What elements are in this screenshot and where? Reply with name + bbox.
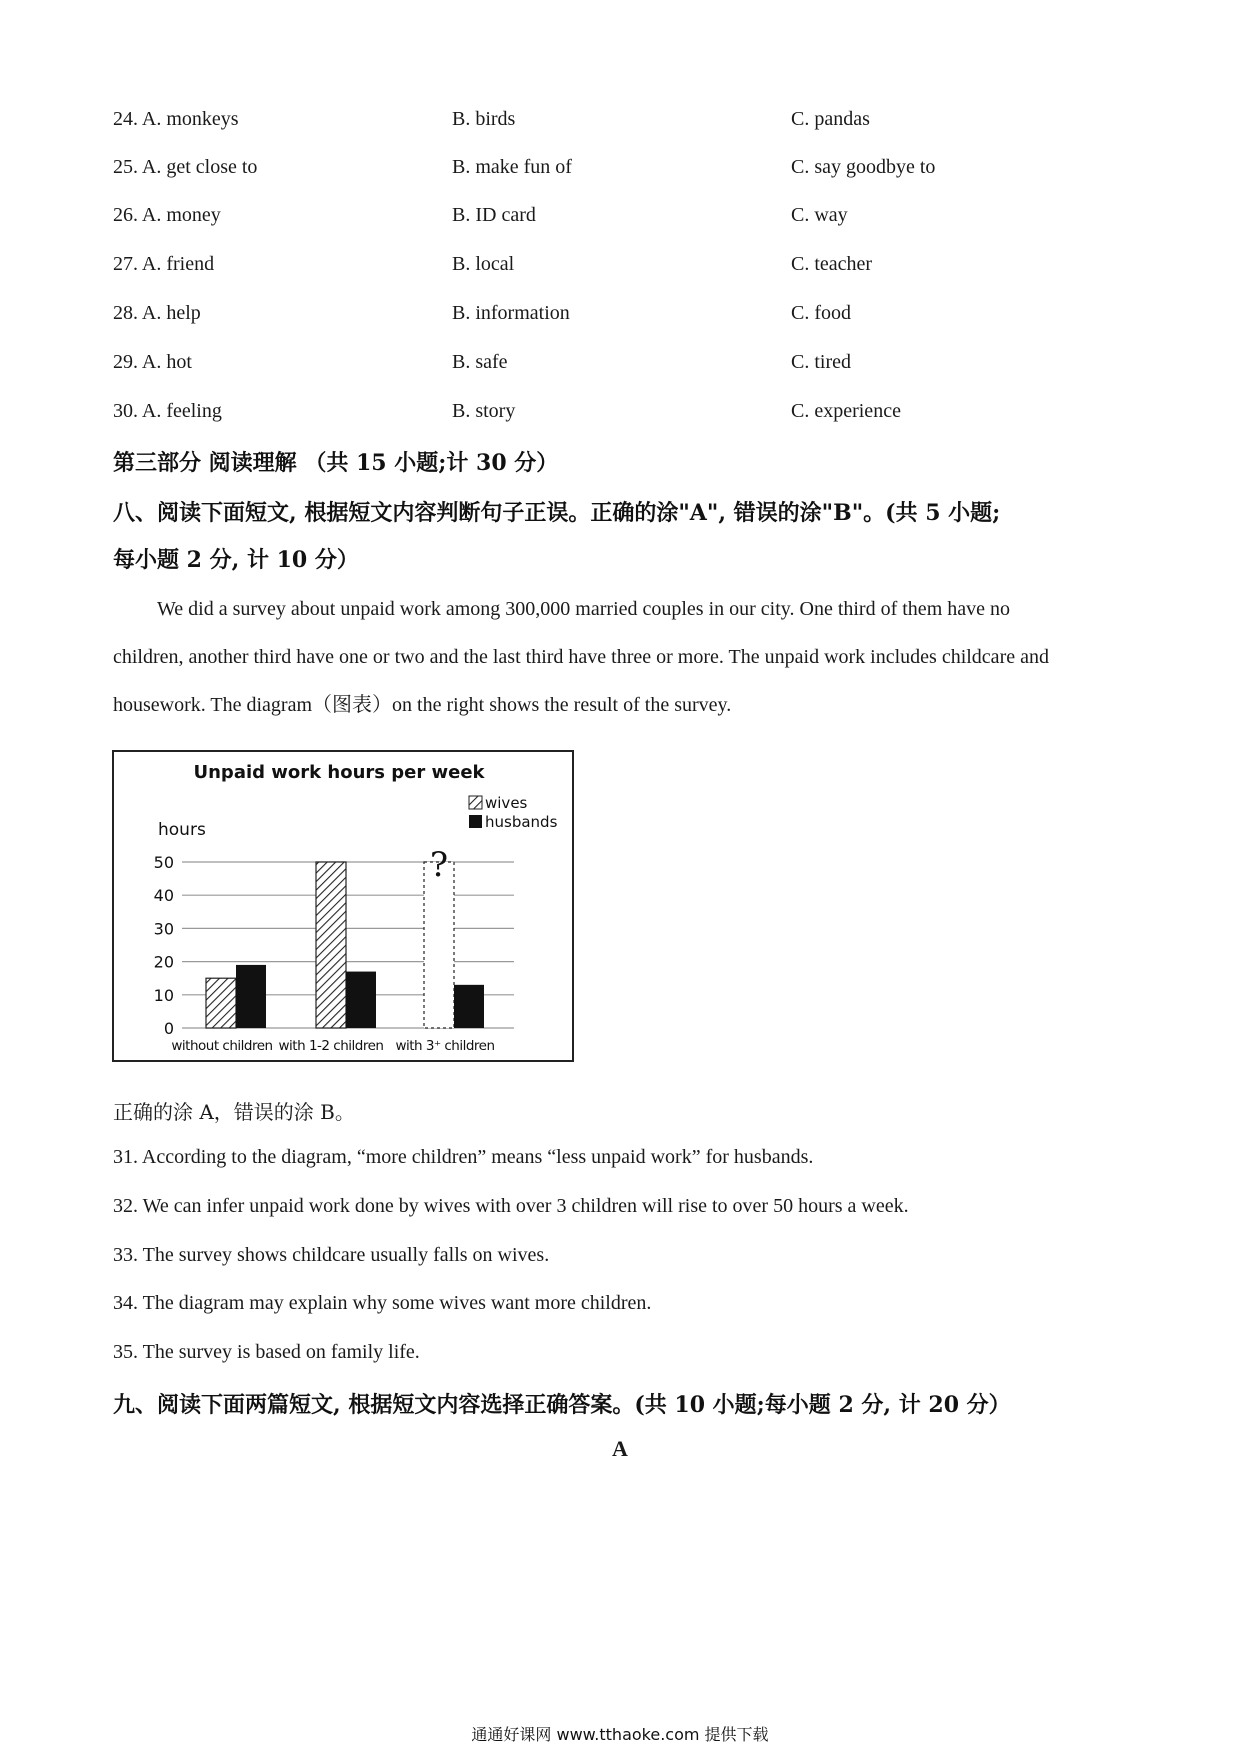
category-label: with 3⁺ children (395, 1038, 495, 1054)
statement-35: 35. The survey is based on family life. (113, 1341, 420, 1363)
y-tick-label: 50 (153, 853, 174, 872)
option-a: 28. A. help (113, 302, 201, 324)
legend-swatch-wives (469, 796, 482, 809)
option-c: C. way (791, 204, 848, 226)
option-row-26 (113, 200, 1143, 230)
bar-wives (206, 978, 236, 1028)
option-a: 27. A. friend (113, 253, 215, 275)
y-axis-label: hours (158, 820, 206, 840)
passage-label: A (612, 1436, 628, 1461)
option-c: C. food (791, 302, 851, 324)
option-b: B. ID card (452, 204, 536, 226)
y-tick-label: 20 (153, 952, 174, 972)
section8-heading-line2: 每小题 2 分, 计 10 分） (113, 547, 359, 573)
bars (206, 845, 484, 1028)
option-row-25 (113, 152, 1143, 182)
y-tick-label: 30 (153, 919, 174, 939)
option-c: C. tired (791, 351, 851, 373)
option-b: B. local (452, 253, 515, 275)
statement-32: 32. We can infer unpaid work done by wives with over 3 children will rise to over 50 hours a week. (113, 1195, 909, 1217)
statement-31: 31. According to the diagram, “more children” means “less unpaid work” for husbands. (113, 1146, 814, 1168)
option-b: B. story (452, 400, 516, 422)
y-tick-label: 0 (163, 1019, 174, 1038)
chart-title: Unpaid work hours per week (193, 762, 485, 783)
option-a: 29. A. hot (113, 351, 192, 373)
legend-label-wives: wives (485, 794, 528, 812)
footer-watermark: 通通好课网 www.tthaoke.com 提供下载 (471, 1725, 769, 1744)
answer-instruction: 正确的涂 A，错误的涂 B。 (113, 1100, 355, 1124)
passage-line: children, another third have one or two and the last third have three or more. The unpaid work includes childcare and (113, 646, 1049, 668)
unknown-marker: ? (429, 845, 449, 885)
option-b: B. make fun of (452, 156, 572, 178)
option-row-29 (113, 347, 1143, 377)
option-a: 25. A. get close to (113, 156, 258, 178)
option-b: B. safe (452, 351, 508, 373)
option-b: B. birds (452, 108, 516, 130)
chart-svg (114, 752, 572, 1060)
unpaid-work-chart (112, 750, 574, 1062)
bar-wives-unknown (424, 862, 454, 1028)
option-row-24 (113, 104, 1143, 134)
option-c: C. teacher (791, 253, 873, 275)
passage-line: We did a survey about unpaid work among 300,000 married couples in our city. One third of them have no (157, 598, 1010, 620)
category-label: with 1-2 children (278, 1038, 384, 1054)
option-a: 26. A. money (113, 204, 221, 226)
option-row-27 (113, 249, 1143, 279)
part3-heading: 第三部分 阅读理解 （共 15 小题;计 30 分） (113, 450, 559, 476)
option-b: B. information (452, 302, 570, 324)
option-row-28 (113, 298, 1143, 328)
option-a: 24. A. monkeys (113, 108, 239, 130)
option-a: 30. A. feeling (113, 400, 222, 422)
y-tick-labels (154, 853, 174, 1038)
y-tick-label: 10 (153, 985, 174, 1005)
y-tick-label: 40 (153, 886, 174, 906)
legend-label-husbands: husbands (485, 813, 558, 831)
section8-heading-line1: 八、阅读下面短文, 根据短文内容判断句子正误。正确的涂"A", 错误的涂"B"。(共 5 小题; (113, 500, 1001, 526)
bar-husbands (346, 972, 376, 1028)
option-c: C. experience (791, 400, 901, 422)
category-labels (171, 1038, 494, 1054)
bar-husbands (454, 985, 484, 1028)
bar-wives (316, 862, 346, 1028)
category-label: without children (171, 1038, 273, 1054)
option-c: C. pandas (791, 108, 870, 130)
passage-line: housework. The diagram（图表）on the right shows the result of the survey. (113, 694, 732, 716)
option-row-30 (113, 396, 1143, 426)
bar-husbands (236, 965, 266, 1028)
statement-34: 34. The diagram may explain why some wives want more children. (113, 1292, 652, 1314)
option-c: C. say goodbye to (791, 156, 936, 178)
survey-passage (113, 585, 1133, 729)
legend-swatch-husbands (469, 815, 482, 828)
section9-heading: 九、阅读下面两篇短文, 根据短文内容选择正确答案。(共 10 小题;每小题 2 分, 计 20 分） (113, 1392, 1011, 1418)
statement-33: 33. The survey shows childcare usually falls on wives. (113, 1244, 550, 1266)
